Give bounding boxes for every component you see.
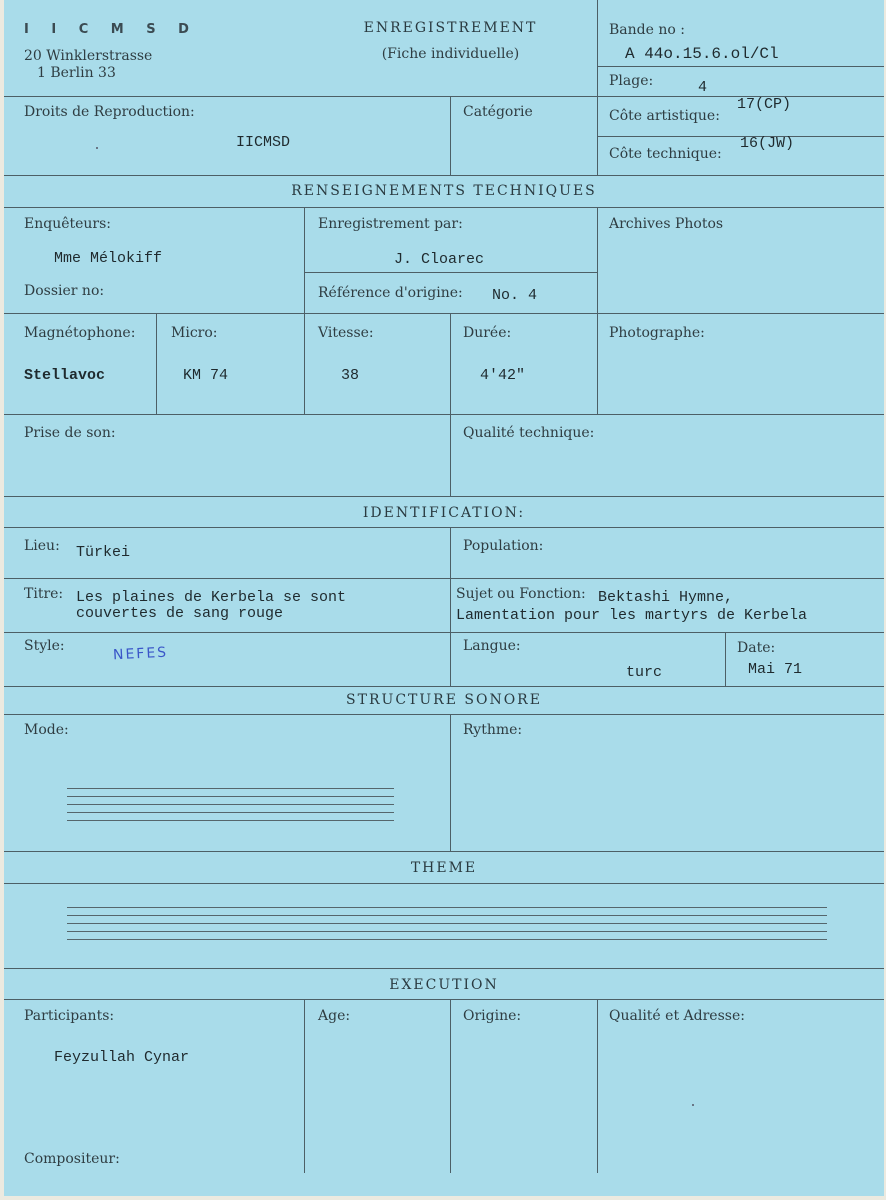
- mode-staff-line: [67, 796, 394, 797]
- prise-de-son-label: Prise de son:: [24, 425, 116, 441]
- rule-v: [597, 207, 598, 414]
- lieu-value: Türkei: [76, 544, 131, 561]
- form-title: ENREGISTREMENT: [363, 20, 538, 36]
- rule-v: [156, 313, 157, 414]
- langue-label: Langue:: [463, 638, 521, 654]
- ink-speck: [692, 1104, 694, 1106]
- rule-h: [4, 851, 884, 852]
- dossier-label: Dossier no:: [24, 283, 105, 299]
- droits-value: IICMSD: [236, 134, 291, 151]
- rule-v: [450, 96, 451, 175]
- rule-h: [4, 313, 884, 314]
- theme-staff-line: [67, 931, 827, 932]
- rule-v: [304, 999, 305, 1173]
- theme-staff-line: [67, 939, 827, 940]
- langue-value: turc: [626, 664, 663, 681]
- theme-staff-line: [67, 915, 827, 916]
- duree-label: Durée:: [463, 325, 512, 341]
- rule-v: [597, 999, 598, 1173]
- droits-label: Droits de Reproduction:: [24, 104, 195, 120]
- rule-h: [4, 883, 884, 884]
- rule-h: [4, 714, 884, 715]
- cote-technique-value: 16(JW): [740, 135, 795, 152]
- structure-heading: STRUCTURE SONORE: [346, 692, 542, 708]
- archives-photos-label: Archives Photos: [609, 216, 724, 232]
- cote-artistique-label: Côte artistique:: [609, 108, 720, 124]
- compositeur-label: Compositeur:: [24, 1151, 120, 1167]
- rule-v: [450, 313, 451, 414]
- identification-heading: IDENTIFICATION:: [362, 505, 526, 521]
- rule-h: [4, 496, 884, 497]
- rule-h: [4, 999, 884, 1000]
- lieu-label: Lieu:: [24, 538, 60, 554]
- categorie-label: Catégorie: [463, 104, 533, 120]
- rule-h: [304, 272, 597, 273]
- ink-speck: [96, 147, 98, 149]
- participants-label: Participants:: [24, 1008, 115, 1024]
- rule-h: [4, 686, 884, 687]
- rule-v: [450, 714, 451, 851]
- sujet-line-2: Lamentation pour les martyrs de Kerbela: [456, 607, 808, 624]
- bande-value: A 44o.15.6.ol/Cl: [625, 45, 779, 63]
- titre-line-2: couvertes de sang rouge: [76, 605, 284, 622]
- rule-v: [304, 207, 305, 414]
- registration-card: [4, 0, 884, 1196]
- date-value: Mai 71: [748, 661, 803, 678]
- cote-technique-label: Côte technique:: [609, 146, 722, 162]
- titre-line-1: Les plaines de Kerbela se sont: [76, 589, 347, 606]
- rule-h: [4, 632, 884, 633]
- mode-staff-line: [67, 804, 394, 805]
- plage-label: Plage:: [609, 73, 654, 89]
- form-subtitle: (Fiche individuelle): [381, 46, 520, 62]
- rule-v: [450, 999, 451, 1173]
- rule-h: [4, 207, 884, 208]
- address-line-1: 20 Winklerstrasse: [24, 48, 153, 64]
- rule-v: [450, 414, 451, 496]
- rule-v: [725, 632, 726, 686]
- style-label: Style:: [24, 638, 65, 654]
- style-value: NEFES: [112, 644, 169, 664]
- rule-h: [597, 66, 884, 67]
- enqueteurs-value: Mme Mélokiff: [54, 250, 163, 267]
- rule-h: [4, 578, 884, 579]
- titre-label: Titre:: [24, 586, 64, 602]
- mode-label: Mode:: [24, 722, 69, 738]
- qualite-adresse-label: Qualité et Adresse:: [609, 1008, 745, 1024]
- bande-label: Bande no :: [609, 22, 685, 38]
- rule-h: [4, 527, 884, 528]
- enqueteurs-label: Enquêteurs:: [24, 216, 112, 232]
- enregistrement-label: Enregistrement par:: [318, 216, 463, 232]
- origine-label: Origine:: [463, 1008, 522, 1024]
- photographe-label: Photographe:: [609, 325, 705, 341]
- address-line-2: 1 Berlin 33: [37, 65, 116, 81]
- mode-staff-line: [67, 812, 394, 813]
- mode-staff-line: [67, 820, 394, 821]
- qualite-technique-label: Qualité technique:: [463, 425, 595, 441]
- reference-label: Référence d'origine:: [318, 285, 463, 301]
- rule-h: [4, 968, 884, 969]
- rule-h: [4, 175, 884, 176]
- institute-logo: I I C M S D: [24, 22, 198, 37]
- theme-staff-line: [67, 907, 827, 908]
- execution-heading: EXECUTION: [389, 977, 499, 993]
- enregistrement-value: J. Cloarec: [394, 251, 485, 268]
- population-label: Population:: [463, 538, 544, 554]
- cote-artistique-value: 17(CP): [737, 96, 792, 113]
- magnetophone-value: Stellavoc: [24, 367, 106, 384]
- magnetophone-label: Magnétophone:: [24, 325, 136, 341]
- rule-v: [450, 527, 451, 686]
- vitesse-label: Vitesse:: [318, 325, 374, 341]
- participants-value: Feyzullah Cynar: [54, 1049, 190, 1066]
- technical-heading: RENSEIGNEMENTS TECHNIQUES: [291, 183, 597, 199]
- micro-label: Micro:: [171, 325, 218, 341]
- theme-heading: THEME: [410, 860, 478, 876]
- micro-value: KM 74: [183, 367, 229, 384]
- rythme-label: Rythme:: [463, 722, 523, 738]
- theme-staff-line: [67, 923, 827, 924]
- rule-h: [4, 414, 884, 415]
- rule-v: [597, 0, 598, 175]
- date-label: Date:: [737, 640, 776, 656]
- sujet-line-1: Bektashi Hymne,: [598, 589, 734, 606]
- reference-value: No. 4: [492, 287, 538, 304]
- duree-value: 4'42": [480, 367, 526, 384]
- age-label: Age:: [318, 1008, 351, 1024]
- sujet-label: Sujet ou Fonction:: [456, 586, 586, 602]
- vitesse-value: 38: [341, 367, 360, 384]
- mode-staff-line: [67, 788, 394, 789]
- plage-value: 4: [698, 79, 708, 96]
